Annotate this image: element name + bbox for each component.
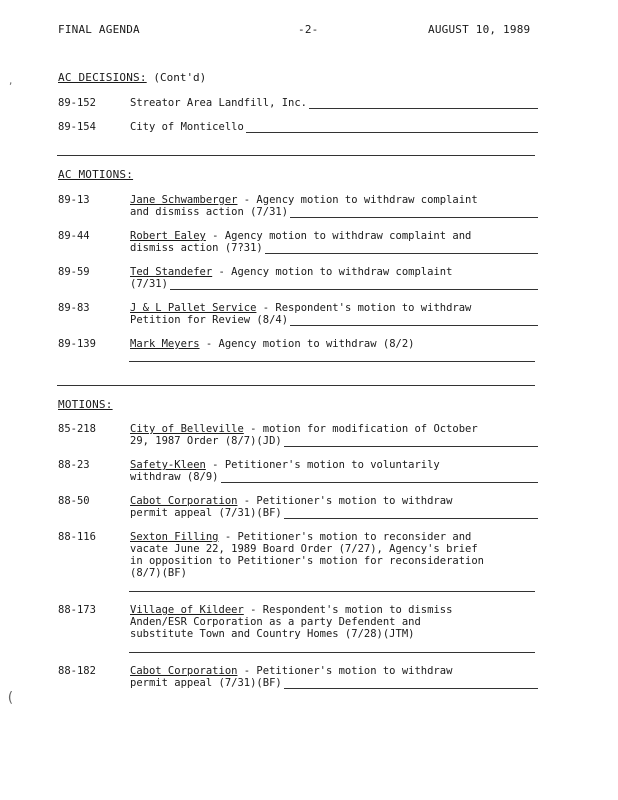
item-text: substitute Town and Country Homes (7/28)(JTM) — [130, 628, 415, 640]
section-heading-suffix: (Cont'd) — [146, 71, 207, 84]
agenda-item — [130, 604, 538, 640]
section-divider — [57, 385, 535, 386]
item-text: - Petitioner's motion to withdraw — [237, 495, 453, 507]
party-name: Cabot Corporation — [130, 495, 238, 507]
ac-decisions-heading — [58, 72, 206, 84]
blank-line — [221, 473, 538, 483]
blank-line — [284, 509, 538, 519]
blank-line — [284, 679, 538, 689]
agenda-item — [130, 121, 538, 133]
blank-line — [129, 591, 535, 592]
item-number: 85-218 — [58, 423, 96, 435]
agenda-item — [130, 338, 538, 350]
item-number: 89-13 — [58, 194, 90, 206]
agenda-item — [130, 423, 538, 447]
item-text: (8/7)(BF) — [130, 567, 187, 579]
item-text: - Respondent's motion to withdraw — [256, 302, 472, 314]
item-text: - Agency motion to withdraw complaint and — [205, 230, 472, 242]
party-name: Cabot Corporation — [130, 665, 238, 677]
item-number: 89-154 — [58, 121, 96, 133]
item-text: permit appeal (7/31)(BF) — [130, 507, 282, 519]
ac-motions-heading: AC MOTIONS: — [58, 168, 134, 181]
agenda-item — [130, 459, 538, 483]
item-number: 89-59 — [58, 266, 90, 278]
agenda-item — [130, 194, 538, 218]
item-text: - Petitioner's motion to reconsider and — [218, 531, 472, 543]
party-name: Ted Standefer — [130, 266, 213, 278]
party-name: Village of Kildeer — [130, 604, 244, 616]
item-number: 89-83 — [58, 302, 90, 314]
item-text: permit appeal (7/31)(BF) — [130, 677, 282, 689]
item-number: 88-173 — [58, 604, 96, 616]
agenda-item — [130, 531, 538, 579]
item-number: 88-50 — [58, 495, 90, 507]
item-text: dismiss action (7?31) — [130, 242, 263, 254]
item-text: 29, 1987 Order (8/7)(JD) — [130, 435, 282, 447]
item-text: Petition for Review (8/4) — [130, 314, 289, 326]
blank-line — [129, 652, 535, 653]
blank-line — [170, 280, 538, 290]
item-text: - Petitioner's motion to withdraw — [237, 665, 453, 677]
blank-line — [246, 123, 538, 133]
item-text: - Respondent's motion to dismiss — [243, 604, 453, 616]
blank-line — [284, 437, 538, 447]
agenda-item — [130, 302, 538, 326]
agenda-item — [130, 97, 538, 109]
item-text: - Petitioner's motion to voluntarily — [205, 459, 440, 471]
blank-line — [290, 316, 538, 326]
blank-line — [265, 244, 538, 254]
item-text: and dismiss action (7/31) — [130, 206, 289, 218]
party-name: Robert Ealey — [130, 230, 206, 242]
item-text: Anden/ESR Corporation as a party Defendent and — [130, 616, 421, 628]
item-number: 88-182 — [58, 665, 96, 677]
party-name: Jane Schwamberger — [130, 194, 238, 206]
header-date: AUGUST 10, 1989 — [428, 23, 531, 36]
section-heading-label: AC DECISIONS: — [58, 71, 147, 84]
agenda-item — [130, 266, 538, 290]
agenda-item — [130, 665, 538, 689]
item-text: vacate June 22, 1989 Board Order (7/27), Agency's brief — [130, 543, 478, 555]
motions-heading: MOTIONS: — [58, 398, 113, 411]
item-text: in opposition to Petitioner's motion for reconsideration — [130, 555, 485, 567]
blank-line — [309, 99, 538, 109]
item-text: - Agency motion to withdraw (8/2) — [199, 338, 415, 350]
scan-mark: , — [8, 77, 14, 87]
party-name: Mark Meyers — [130, 338, 200, 350]
section-divider — [57, 155, 535, 156]
item-number: 89-44 — [58, 230, 90, 242]
agenda-item — [130, 230, 538, 254]
item-number: 89-139 — [58, 338, 96, 350]
item-number: 88-116 — [58, 531, 96, 543]
item-number: 88-23 — [58, 459, 90, 471]
agenda-item — [130, 495, 538, 519]
page-number: -2- — [298, 23, 319, 36]
item-number: 89-152 — [58, 97, 96, 109]
item-text: withdraw (8/9) — [130, 471, 219, 483]
blank-line — [129, 361, 535, 362]
item-text: - Agency motion to withdraw complaint — [237, 194, 478, 206]
header-title: FINAL AGENDA — [58, 23, 140, 36]
item-text: City of Monticello — [130, 121, 244, 133]
party-name: J & L Pallet Service — [130, 302, 257, 314]
item-text: Streator Area Landfill, Inc. — [130, 97, 308, 109]
party-name: City of Belleville — [130, 423, 244, 435]
blank-line — [290, 208, 538, 218]
item-text: - Agency motion to withdraw complaint — [212, 266, 453, 278]
item-text: (7/31) — [130, 278, 168, 290]
item-text: - motion for modification of October — [243, 423, 478, 435]
scan-mark: ( — [6, 690, 15, 706]
party-name: Sexton Filling — [130, 531, 219, 543]
party-name: Safety-Kleen — [130, 459, 206, 471]
